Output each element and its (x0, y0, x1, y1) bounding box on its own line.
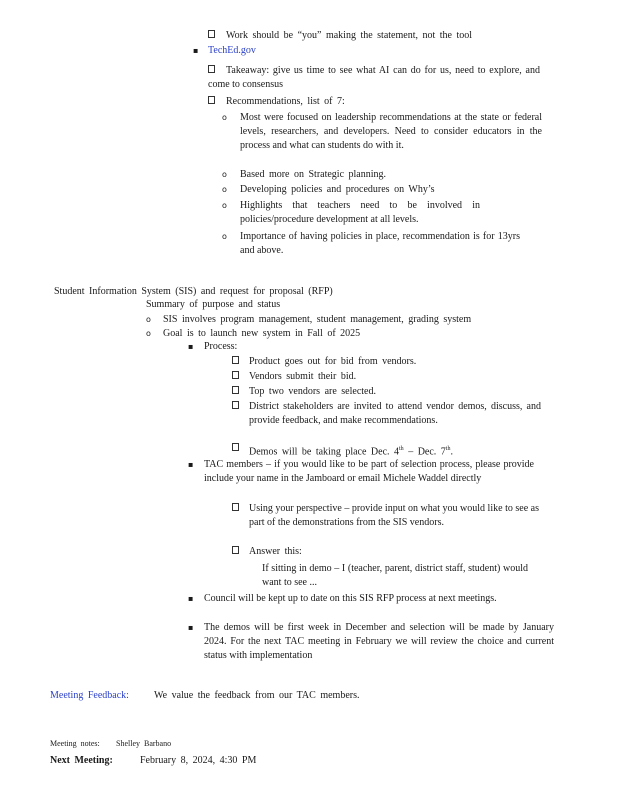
process-step-4: District stakeholders are invited to attend vendor demos, discuss, and provide feedback, and make recommendations. (249, 401, 541, 426)
feedback-label: Meeting Feedback: (50, 690, 129, 701)
perspective-text: Using your perspective – provide input on what you would like to see as part of the demonstrations from the SIS vendors. (249, 503, 539, 528)
sis-summary: Summary of purpose and status (146, 299, 281, 310)
circle-bullet-icon: o (222, 232, 227, 241)
circle-bullet-icon: o (222, 113, 227, 122)
next-meeting-label: Next Meeting: (50, 755, 113, 766)
sis-item-2: Goal is to launch new system in Fall of 2025 (163, 328, 361, 339)
answer-label: Answer this: (249, 546, 302, 557)
rec-item-4: Highlights that teachers need to be involved in policies/procedure development at all levels. (240, 200, 480, 225)
bullet-icon: ▪ (188, 594, 194, 603)
demos-dates: Demos will be taking place Dec. 4th – Dec. 7th. (249, 446, 453, 458)
circle-bullet-icon: o (222, 201, 227, 210)
notes-label: Meeting notes: (50, 739, 100, 748)
bullet-icon: ▪ (188, 342, 194, 351)
sis-item-1: SIS involves program management, student management, grading system (163, 314, 472, 325)
circle-bullet-icon: o (222, 185, 227, 194)
work-note: Work should be “you” making the statement, not the tool (226, 30, 473, 41)
square-bullet-icon (232, 356, 239, 368)
rec-item-1: Most were focused on leadership recommendations at the state or federal levels, researchers, and developers. Need to consider educators in the process and what can students do with it. (240, 112, 542, 151)
process-step-3: Top two vendors are selected. (249, 386, 376, 397)
demos-week-text: The demos will be first week in December and selection will be made by January 2024. For the next TAC meeting in February we will review the choice and current status with implementation (204, 622, 554, 661)
process-step-2: Vendors submit their bid. (249, 371, 357, 382)
rec-item-2: Based more on Strategic planning. (240, 169, 387, 180)
answer-text: If sitting in demo – I (teacher, parent, district staff, student) would want to see ... (262, 563, 528, 588)
square-bullet-icon (232, 503, 239, 515)
rec-item-3: Developing policies and procedures on Why’s (240, 184, 435, 195)
takeaway-text: Takeaway: give us time to see what AI can do for us, need to explore, and come to consensus (208, 65, 540, 90)
bullet-icon: ▪ (188, 623, 194, 632)
square-bullet-icon (232, 401, 239, 413)
recommendations-heading: Recommendations, list of 7: (226, 96, 345, 107)
circle-bullet-icon: o (146, 329, 151, 338)
process-label: Process: (204, 341, 238, 352)
feedback-text: We value the feedback from our TAC members. (154, 690, 360, 701)
rec-item-5: Importance of having policies in place, recommendation is for 13yrs and above. (240, 231, 520, 256)
square-bullet-icon (232, 371, 239, 383)
square-bullet-icon (232, 443, 239, 455)
notes-author: Shelley Barbano (116, 739, 172, 748)
sis-heading: Student Information System (SIS) and request for proposal (RFP) (54, 286, 333, 297)
circle-bullet-icon: o (146, 315, 151, 324)
council-text: Council will be kept up to date on this SIS RFP process at next meetings. (204, 593, 497, 604)
techedgov-link[interactable]: TechEd.gov (208, 45, 256, 56)
square-bullet-icon (232, 546, 239, 558)
bullet-icon: ▪ (193, 46, 199, 55)
circle-bullet-icon: o (222, 170, 227, 179)
tac-members-text: TAC members – if you would like to be part of selection process, please provide include your name in the Jamboard or email Michele Waddel directly (204, 459, 534, 484)
bullet-icon: ▪ (188, 460, 194, 469)
process-step-1: Product goes out for bid from vendors. (249, 356, 417, 367)
square-bullet-icon (208, 30, 215, 42)
next-meeting-value: February 8, 2024, 4:30 PM (140, 755, 257, 766)
square-bullet-icon (208, 96, 215, 108)
square-bullet-icon (232, 386, 239, 398)
